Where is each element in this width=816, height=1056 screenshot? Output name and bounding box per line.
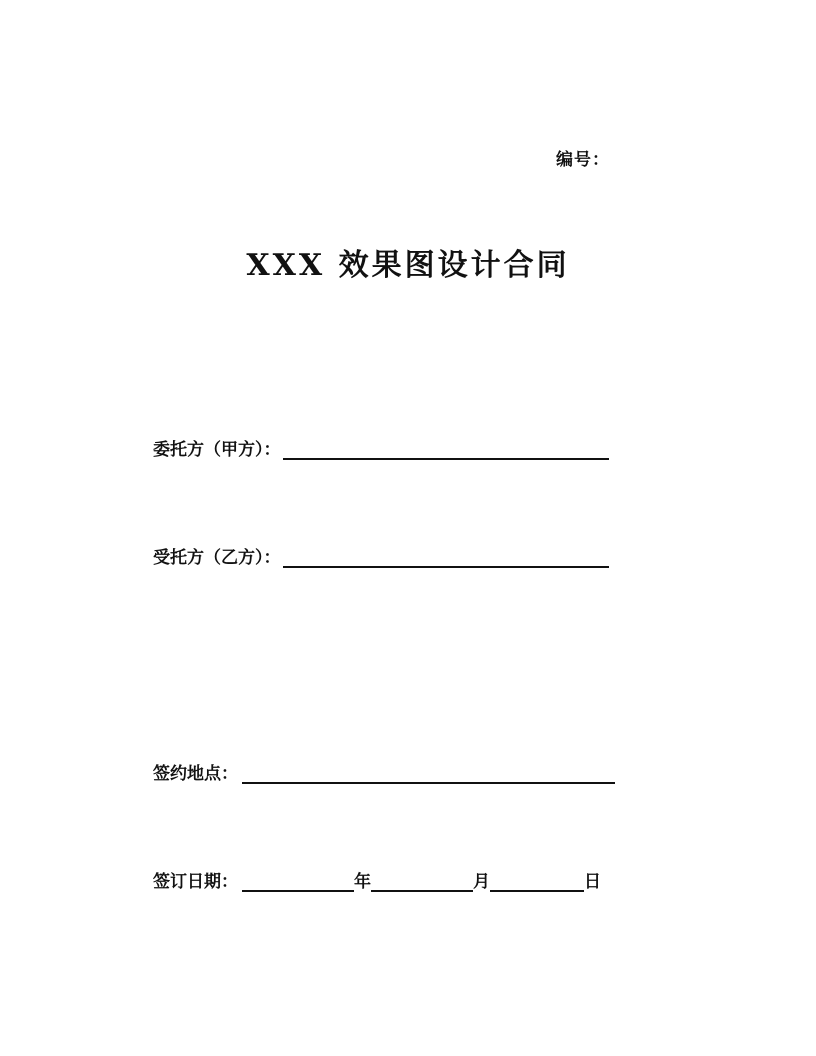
signing-place-blank[interactable] (242, 764, 615, 784)
signing-place-label: 签约地点： (153, 764, 238, 784)
year-label: 年 (354, 872, 371, 892)
contractor-party-label: 受托方（乙方）： (153, 548, 281, 568)
client-party-blank[interactable] (283, 440, 609, 460)
day-label: 日 (584, 872, 601, 892)
client-party-label: 委托方（甲方）： (153, 440, 281, 460)
contractor-party-blank[interactable] (283, 548, 609, 568)
contractor-party-field (153, 543, 609, 568)
year-blank[interactable] (242, 872, 354, 892)
client-party-field (153, 435, 609, 460)
serial-number-label: 编号： (556, 150, 610, 170)
day-blank[interactable] (490, 872, 584, 892)
signing-date-field (153, 867, 601, 892)
signing-date-label: 签订日期： (153, 872, 238, 892)
month-blank[interactable] (371, 872, 473, 892)
month-label: 月 (473, 872, 490, 892)
signing-place-field (153, 759, 615, 784)
document-title: XXX 效果图设计合同 (246, 248, 570, 283)
